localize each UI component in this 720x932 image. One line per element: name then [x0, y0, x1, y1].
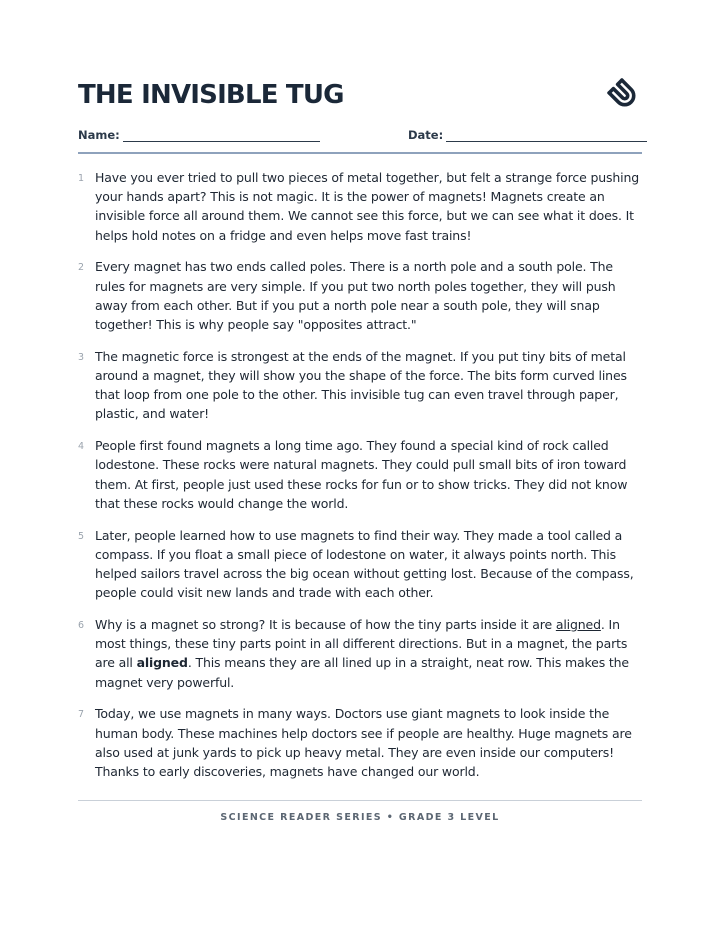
- paragraph-text: [95, 615, 642, 692]
- text-segment: Why is a magnet so strong? It is because of how the tiny parts inside it are: [95, 617, 556, 633]
- date-label: Date:: [408, 128, 444, 142]
- student-fields: [78, 128, 642, 144]
- paragraph: [78, 436, 642, 513]
- name-line[interactable]: [123, 129, 320, 142]
- paragraph-text: People first found magnets a long time ago. They found a special kind of rock called lodestone. These rocks were natural magnets. They could pull small bits of iron toward them. At first, people just used these rocks for fun or to show tricks. They did not know that these rocks would change the world.: [95, 438, 628, 511]
- paragraph-text: Later, people learned how to use magnets to find their way. They made a tool called a compass. If you float a small piece of lodestone on water, it always points north. This helped sailors travel across the big ocean without getting lost. Because of the compass, people could visit new lands and trade with each other.: [95, 527, 634, 601]
- paragraph-number: 5: [78, 530, 84, 542]
- vocabulary-word-bold: aligned: [136, 655, 188, 671]
- paragraph-number: 4: [78, 441, 84, 453]
- paragraph-text: The magnetic force is strongest at the ends of the magnet. If you put tiny bits of metal around a magnet, they will show you the shape of the force. The bits form curved lines that loop from one pole to the other. This invisible tug can even travel through paper, plastic, and water!: [95, 348, 627, 422]
- footer-text: SCIENCE READER SERIES • GRADE 3 LEVEL: [220, 812, 500, 823]
- paragraph: [78, 526, 642, 603]
- paragraph-number: 2: [78, 262, 84, 274]
- reading-passage: [78, 168, 642, 794]
- vocabulary-word-underlined: aligned: [555, 617, 601, 633]
- paragraph: [78, 704, 642, 781]
- paragraph-number: 7: [78, 709, 84, 721]
- paragraph-number: 3: [78, 351, 84, 363]
- paragraph-text: Every magnet has two ends called poles. There is a north pole and a south pole. The rules for magnets are very simple. If you put two north poles together, they will push away from each other. But if you put a north pole near a south pole, they will snap together! This is why people say "opposites attract.": [95, 259, 616, 333]
- paragraph: [78, 615, 642, 692]
- header: [78, 78, 642, 118]
- header-divider: [78, 152, 642, 154]
- name-field[interactable]: [78, 128, 320, 142]
- name-label: Name:: [78, 128, 120, 142]
- text-segment: . In most things, these tiny parts point in all different directions. But in a magnet, the parts are all: [95, 617, 628, 671]
- page-title: THE INVISIBLE TUG: [78, 80, 344, 110]
- paragraph-number: 6: [78, 620, 84, 632]
- magnet-icon: [606, 77, 642, 113]
- footer-divider: [78, 800, 642, 801]
- paragraph-text: Have you ever tried to pull two pieces of metal together, but felt a strange force pushing your hands apart? This is not magic. It is the power of magnets! Magnets create an invisible force all around them. We cannot see this force, but we can see what it does. It helps hold notes on a fridge and even helps move fast trains!: [95, 170, 640, 243]
- paragraph-number: 1: [78, 173, 84, 184]
- paragraph-text: Today, we use magnets in many ways. Doctors use giant magnets to look inside the human body. These machines help doctors see if people are healthy. Huge magnets are also used at junk yards to pick up heavy metal. They are even inside our computers! Thanks to early discoveries, magnets have changed our world.: [95, 706, 632, 780]
- paragraph: [78, 347, 642, 424]
- date-field[interactable]: [408, 128, 647, 142]
- date-line[interactable]: [446, 129, 647, 142]
- paragraph: [78, 168, 642, 245]
- text-segment: . This means they are all lined up in a straight, neat row. This makes the magnet very powerful.: [95, 655, 629, 690]
- paragraph: [78, 257, 642, 334]
